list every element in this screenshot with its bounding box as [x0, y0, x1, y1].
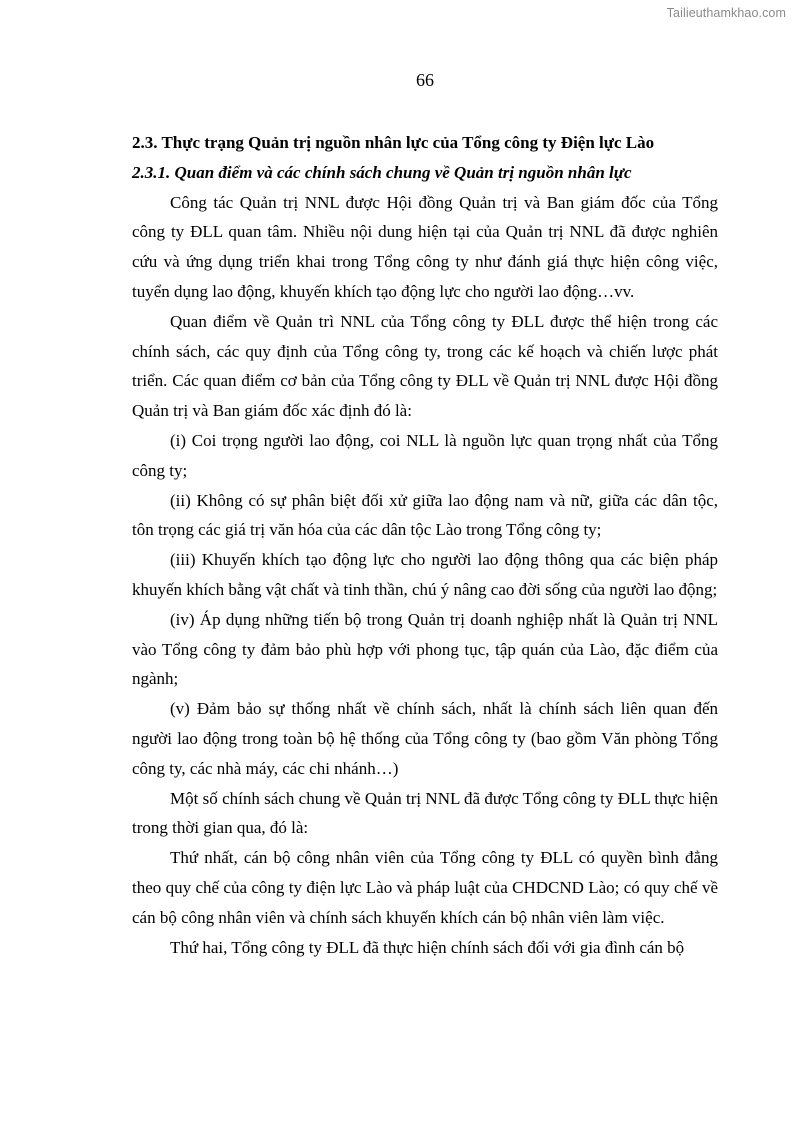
- paragraph-intro: Công tác Quản trị NNL được Hội đồng Quản trị và Ban giám đốc của Tổng công ty ĐLL quan tâm. Nhiều nội dung hiện tại của Quản trị NNL đã được nghiên cứu và ứng dụng triển khai trong Tổng công ty như đánh giá thực hiện công việc, tuyển dụng lao động, khuyến khích tạo động lực cho người lao động…vv.: [132, 192, 718, 301]
- list-item-i: (i) Coi trọng người lao động, coi NLL là nguồn lực quan trọng nhất của Tổng công ty;: [132, 430, 718, 480]
- paragraph-second: Thứ hai, Tổng công ty ĐLL đã thực hiện chính sách đối với gia đình cán bộ: [170, 937, 685, 957]
- paragraph-policies: Một số chính sách chung về Quản trị NNL đã được Tổng công ty ĐLL thực hiện trong thời gian qua, đó là:: [132, 788, 718, 838]
- list-item-v: (v) Đảm bảo sự thống nhất về chính sách, nhất là chính sách liên quan đến người lao động trong toàn bộ hệ thống của Tổng công ty (bao gồm Văn phòng Tổng công ty, các nhà máy, các chi nhánh…): [132, 699, 718, 778]
- document-body: [132, 128, 718, 962]
- list-item-iii: (iii) Khuyến khích tạo động lực cho người lao động thông qua các biện pháp khuyến khích bằng vật chất và tinh thần, chú ý nâng cao đời sống của người lao động;: [132, 550, 718, 599]
- paragraph-viewpoint: Quan điểm về Quản trì NNL của Tổng công ty ĐLL được thể hiện trong các chính sách, các quy định của Tổng công ty, trong các kế hoạch và chiến lược phát triển. Các quan điểm cơ bản của Tổng công ty ĐLL về Quản trị NNL được Hội đồng Quản trị và Ban giám đốc xác định đó là:: [132, 311, 718, 421]
- section-heading: 2.3. Thực trạng Quản trị nguồn nhân lực của Tổng công ty Điện lực Lào: [132, 133, 655, 152]
- list-item-iv: (iv) Áp dụng những tiến bộ trong Quản trị doanh nghiệp nhất là Quản trị NNL vào Tổng công ty đảm bảo phù hợp với phong tục, tập quán của Lào, đặc điểm của ngành;: [132, 609, 718, 689]
- page-number: 66: [416, 70, 434, 90]
- subsection-heading: 2.3.1. Quan điểm và các chính sách chung về Quản trị nguồn nhân lực: [132, 162, 632, 182]
- list-item-ii: (ii) Không có sự phân biệt đối xử giữa lao động nam và nữ, giữa các dân tộc, tôn trọng các giá trị văn hóa của các dân tộc Lào trong Tổng công ty;: [132, 490, 718, 540]
- paragraph-first: Thứ nhất, cán bộ công nhân viên của Tổng công ty ĐLL có quyền bình đẳng theo quy chế của công ty điện lực Lào và pháp luật của CHDCND Lào; có quy chế về cán bộ công nhân viên và chính sách khuyến khích cán bộ nhân viên làm việc.: [132, 848, 718, 927]
- watermark-text: Tailieuthamkhao.com: [666, 6, 786, 20]
